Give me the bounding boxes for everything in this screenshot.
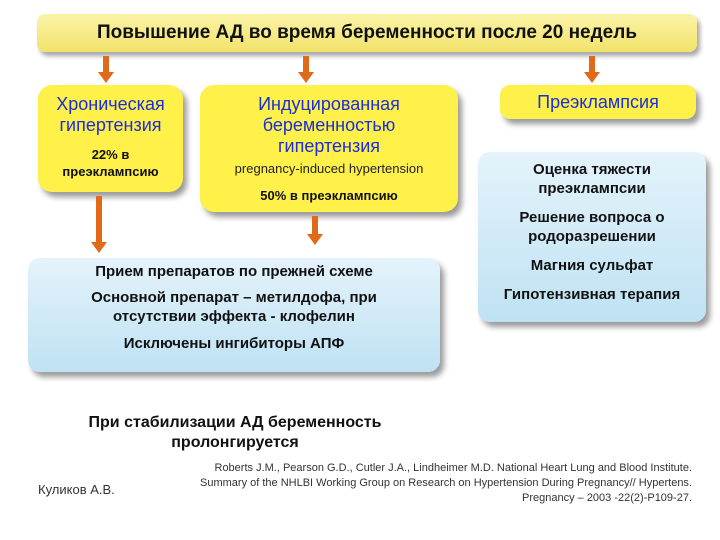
preeclampsia-item-antihypertensive: Гипотензивная терапия: [503, 286, 681, 303]
preeclampsia-item-delivery: Решение вопроса о родоразрешении: [519, 209, 665, 245]
arrow-induced-to-treatment: [308, 216, 322, 245]
preeclampsia-item-severity: Оценка тяжести преэклампсии: [533, 161, 651, 197]
induced-hypertension-box: [200, 85, 458, 212]
treatment-item-ace-excluded: Исключены ингибиторы АПФ: [123, 335, 345, 352]
treatment-item-methyldopa: Основной препарат – метилдофа, при отсутствии эффекта - клофелин: [91, 289, 377, 325]
preeclampsia-item-magnesium: Магния сульфат: [530, 257, 654, 274]
preeclampsia-box: [500, 85, 696, 119]
induced-preeclampsia-rate: 50% в преэклампсию: [260, 188, 398, 203]
induced-hypertension-english: pregnancy-induced hypertension: [234, 161, 424, 176]
page-title: Повышение АД во время беременности после 20 недель: [96, 22, 638, 43]
arrow-chronic-to-treatment: [92, 196, 106, 253]
treatment-box: [28, 258, 440, 372]
stabilization-text: При стабилизации АД беременность пролонгируется: [88, 414, 382, 451]
reference: Roberts J.M., Pearson G.D., Cutler J.A., Lindheimer M.D. National Heart Lung and Blood Institute. Summary of the NHLBI Working Group on Research on Hypertension During Pregnancy// Hypertens. Pregnancy – 2003 -22(2)-P109-27.: [200, 462, 692, 504]
arrow-to-preeclampsia: [585, 56, 599, 83]
chronic-hypertension-title: Хроническая гипертензия: [56, 94, 165, 135]
induced-hypertension-title: Индуцированная беременностью гипертензия: [258, 94, 400, 156]
title-bar: [37, 14, 697, 52]
arrow-to-induced: [299, 56, 313, 83]
chronic-hypertension-box: [38, 85, 183, 192]
treatment-item-continue: Прием препаратов по прежней схеме: [95, 263, 373, 280]
preeclampsia-title: Преэклампсия: [537, 91, 659, 112]
author: Куликов А.В.: [38, 482, 115, 497]
arrow-to-chronic: [99, 56, 113, 83]
preeclampsia-management-box: [478, 152, 706, 322]
chronic-preeclampsia-rate: 22% в преэклампсию: [62, 147, 159, 179]
